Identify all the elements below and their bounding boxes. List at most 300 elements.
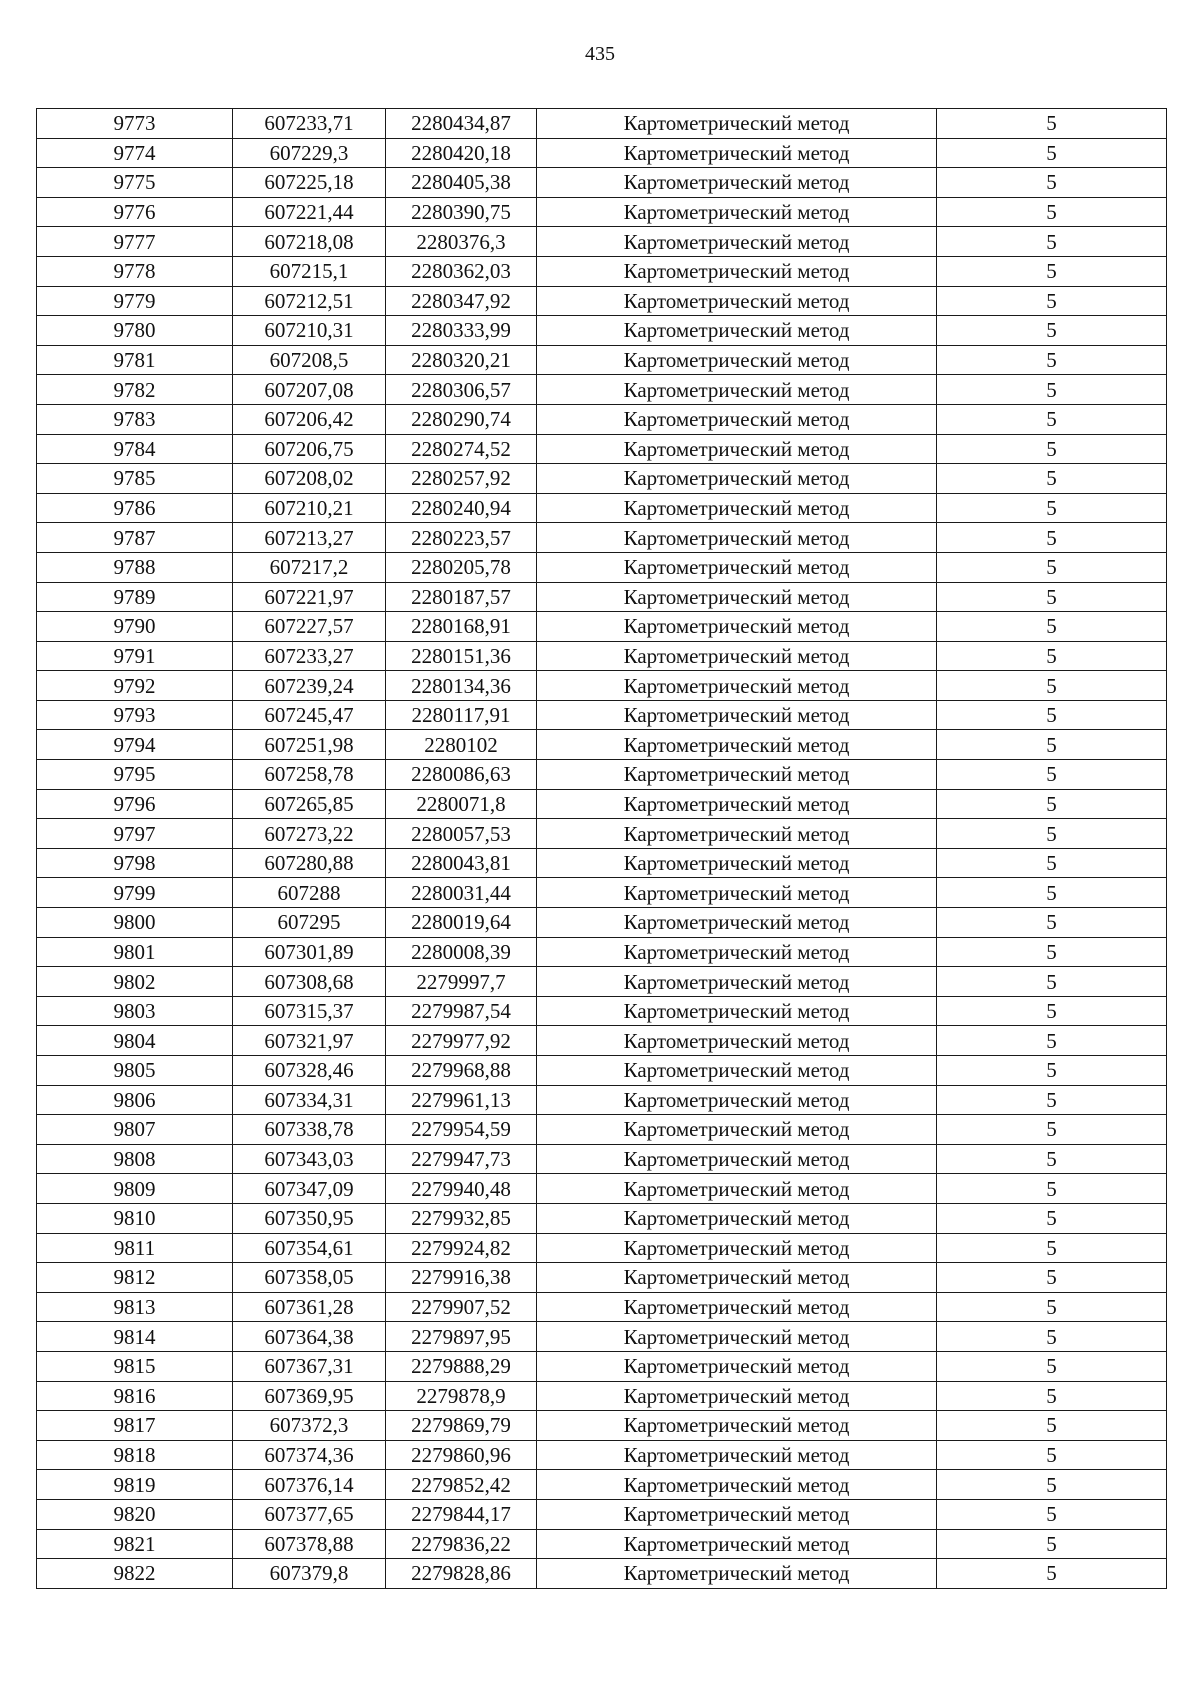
- method-cell: Картометрический метод: [537, 138, 937, 168]
- method-cell: Картометрический метод: [537, 671, 937, 701]
- y-coordinate-cell: 2280205,78: [386, 552, 537, 582]
- point-number-cell: 9803: [37, 996, 233, 1026]
- method-cell: Картометрический метод: [537, 1292, 937, 1322]
- table-row: [37, 1292, 1167, 1322]
- method-cell: Картометрический метод: [537, 1529, 937, 1559]
- table-row: [37, 109, 1167, 139]
- point-number-cell: 9811: [37, 1233, 233, 1263]
- coordinates-table: [36, 108, 1167, 1589]
- method-cell: Картометрический метод: [537, 1559, 937, 1589]
- x-coordinate-cell: 607208,5: [233, 345, 386, 375]
- method-cell: Картометрический метод: [537, 227, 937, 257]
- x-coordinate-cell: 607377,65: [233, 1499, 386, 1529]
- x-coordinate-cell: 607350,95: [233, 1203, 386, 1233]
- method-cell: Картометрический метод: [537, 612, 937, 642]
- x-coordinate-cell: 607295: [233, 908, 386, 938]
- method-cell: Картометрический метод: [537, 1026, 937, 1056]
- accuracy-cell: 5: [937, 464, 1167, 494]
- accuracy-cell: 5: [937, 612, 1167, 642]
- x-coordinate-cell: 607273,22: [233, 819, 386, 849]
- point-number-cell: 9788: [37, 552, 233, 582]
- accuracy-cell: 5: [937, 908, 1167, 938]
- table-row: [37, 1381, 1167, 1411]
- method-cell: Картометрический метод: [537, 789, 937, 819]
- table-row: [37, 819, 1167, 849]
- y-coordinate-cell: 2280434,87: [386, 109, 537, 139]
- x-coordinate-cell: 607208,02: [233, 464, 386, 494]
- x-coordinate-cell: 607212,51: [233, 286, 386, 316]
- y-coordinate-cell: 2279888,29: [386, 1351, 537, 1381]
- x-coordinate-cell: 607258,78: [233, 760, 386, 790]
- table-row: [37, 345, 1167, 375]
- method-cell: Картометрический метод: [537, 109, 937, 139]
- y-coordinate-cell: 2279860,96: [386, 1440, 537, 1470]
- accuracy-cell: 5: [937, 1322, 1167, 1352]
- x-coordinate-cell: 607210,21: [233, 493, 386, 523]
- point-number-cell: 9801: [37, 937, 233, 967]
- y-coordinate-cell: 2280008,39: [386, 937, 537, 967]
- method-cell: Картометрический метод: [537, 1263, 937, 1293]
- accuracy-cell: 5: [937, 760, 1167, 790]
- y-coordinate-cell: 2280390,75: [386, 197, 537, 227]
- y-coordinate-cell: 2280134,36: [386, 671, 537, 701]
- table-row: [37, 1559, 1167, 1589]
- accuracy-cell: 5: [937, 434, 1167, 464]
- point-number-cell: 9775: [37, 168, 233, 198]
- method-cell: Картометрический метод: [537, 937, 937, 967]
- table-row: [37, 316, 1167, 346]
- table-row: [37, 996, 1167, 1026]
- y-coordinate-cell: 2279968,88: [386, 1056, 537, 1086]
- accuracy-cell: 5: [937, 1440, 1167, 1470]
- point-number-cell: 9807: [37, 1115, 233, 1145]
- point-number-cell: 9814: [37, 1322, 233, 1352]
- point-number-cell: 9797: [37, 819, 233, 849]
- x-coordinate-cell: 607207,08: [233, 375, 386, 405]
- point-number-cell: 9800: [37, 908, 233, 938]
- x-coordinate-cell: 607213,27: [233, 523, 386, 553]
- table-row: [37, 612, 1167, 642]
- method-cell: Картометрический метод: [537, 1174, 937, 1204]
- table-row: [37, 1233, 1167, 1263]
- point-number-cell: 9806: [37, 1085, 233, 1115]
- table-row: [37, 1085, 1167, 1115]
- x-coordinate-cell: 607379,8: [233, 1559, 386, 1589]
- method-cell: Картометрический метод: [537, 375, 937, 405]
- accuracy-cell: 5: [937, 730, 1167, 760]
- y-coordinate-cell: 2279940,48: [386, 1174, 537, 1204]
- y-coordinate-cell: 2280057,53: [386, 819, 537, 849]
- method-cell: Картометрический метод: [537, 552, 937, 582]
- table-row: [37, 878, 1167, 908]
- accuracy-cell: 5: [937, 493, 1167, 523]
- accuracy-cell: 5: [937, 375, 1167, 405]
- x-coordinate-cell: 607347,09: [233, 1174, 386, 1204]
- point-number-cell: 9793: [37, 700, 233, 730]
- point-number-cell: 9812: [37, 1263, 233, 1293]
- y-coordinate-cell: 2279924,82: [386, 1233, 537, 1263]
- method-cell: Картометрический метод: [537, 464, 937, 494]
- x-coordinate-cell: 607245,47: [233, 700, 386, 730]
- y-coordinate-cell: 2280117,91: [386, 700, 537, 730]
- table-row: [37, 464, 1167, 494]
- table-row: [37, 1411, 1167, 1441]
- table-row: [37, 967, 1167, 997]
- point-number-cell: 9781: [37, 345, 233, 375]
- x-coordinate-cell: 607221,97: [233, 582, 386, 612]
- accuracy-cell: 5: [937, 996, 1167, 1026]
- y-coordinate-cell: 2280320,21: [386, 345, 537, 375]
- table-row: [37, 641, 1167, 671]
- table-row: [37, 138, 1167, 168]
- y-coordinate-cell: 2279828,86: [386, 1559, 537, 1589]
- x-coordinate-cell: 607210,31: [233, 316, 386, 346]
- accuracy-cell: 5: [937, 789, 1167, 819]
- x-coordinate-cell: 607334,31: [233, 1085, 386, 1115]
- point-number-cell: 9776: [37, 197, 233, 227]
- x-coordinate-cell: 607361,28: [233, 1292, 386, 1322]
- accuracy-cell: 5: [937, 1233, 1167, 1263]
- y-coordinate-cell: 2279977,92: [386, 1026, 537, 1056]
- method-cell: Картометрический метод: [537, 1322, 937, 1352]
- y-coordinate-cell: 2279997,7: [386, 967, 537, 997]
- accuracy-cell: 5: [937, 1174, 1167, 1204]
- method-cell: Картометрический метод: [537, 1115, 937, 1145]
- table-row: [37, 700, 1167, 730]
- y-coordinate-cell: 2280306,57: [386, 375, 537, 405]
- point-number-cell: 9789: [37, 582, 233, 612]
- point-number-cell: 9794: [37, 730, 233, 760]
- accuracy-cell: 5: [937, 819, 1167, 849]
- accuracy-cell: 5: [937, 1203, 1167, 1233]
- x-coordinate-cell: 607229,3: [233, 138, 386, 168]
- accuracy-cell: 5: [937, 967, 1167, 997]
- method-cell: Картометрический метод: [537, 967, 937, 997]
- x-coordinate-cell: 607308,68: [233, 967, 386, 997]
- point-number-cell: 9774: [37, 138, 233, 168]
- method-cell: Картометрический метод: [537, 1440, 937, 1470]
- x-coordinate-cell: 607206,75: [233, 434, 386, 464]
- x-coordinate-cell: 607328,46: [233, 1056, 386, 1086]
- x-coordinate-cell: 607251,98: [233, 730, 386, 760]
- point-number-cell: 9818: [37, 1440, 233, 1470]
- y-coordinate-cell: 2279987,54: [386, 996, 537, 1026]
- table-row: [37, 937, 1167, 967]
- y-coordinate-cell: 2280274,52: [386, 434, 537, 464]
- page-number: 435: [585, 43, 615, 65]
- y-coordinate-cell: 2280102: [386, 730, 537, 760]
- y-coordinate-cell: 2280187,57: [386, 582, 537, 612]
- accuracy-cell: 5: [937, 1411, 1167, 1441]
- table-row: [37, 1144, 1167, 1174]
- point-number-cell: 9792: [37, 671, 233, 701]
- point-number-cell: 9778: [37, 256, 233, 286]
- x-coordinate-cell: 607218,08: [233, 227, 386, 257]
- x-coordinate-cell: 607265,85: [233, 789, 386, 819]
- point-number-cell: 9783: [37, 404, 233, 434]
- x-coordinate-cell: 607369,95: [233, 1381, 386, 1411]
- table-row: [37, 760, 1167, 790]
- method-cell: Картометрический метод: [537, 908, 937, 938]
- y-coordinate-cell: 2279947,73: [386, 1144, 537, 1174]
- table-row: [37, 1529, 1167, 1559]
- accuracy-cell: 5: [937, 1351, 1167, 1381]
- accuracy-cell: 5: [937, 671, 1167, 701]
- table-row: [37, 1470, 1167, 1500]
- method-cell: Картометрический метод: [537, 1470, 937, 1500]
- method-cell: Картометрический метод: [537, 316, 937, 346]
- accuracy-cell: 5: [937, 1529, 1167, 1559]
- x-coordinate-cell: 607227,57: [233, 612, 386, 642]
- method-cell: Картометрический метод: [537, 730, 937, 760]
- accuracy-cell: 5: [937, 878, 1167, 908]
- x-coordinate-cell: 607215,1: [233, 256, 386, 286]
- method-cell: Картометрический метод: [537, 345, 937, 375]
- table-row: [37, 404, 1167, 434]
- method-cell: Картометрический метод: [537, 404, 937, 434]
- method-cell: Картометрический метод: [537, 1381, 937, 1411]
- method-cell: Картометрический метод: [537, 582, 937, 612]
- method-cell: Картометрический метод: [537, 700, 937, 730]
- x-coordinate-cell: 607233,71: [233, 109, 386, 139]
- table-row: [37, 1203, 1167, 1233]
- point-number-cell: 9795: [37, 760, 233, 790]
- x-coordinate-cell: 607364,38: [233, 1322, 386, 1352]
- method-cell: Картометрический метод: [537, 256, 937, 286]
- table-row: [37, 1263, 1167, 1293]
- point-number-cell: 9777: [37, 227, 233, 257]
- accuracy-cell: 5: [937, 1470, 1167, 1500]
- point-number-cell: 9810: [37, 1203, 233, 1233]
- x-coordinate-cell: 607315,37: [233, 996, 386, 1026]
- x-coordinate-cell: 607288: [233, 878, 386, 908]
- x-coordinate-cell: 607233,27: [233, 641, 386, 671]
- accuracy-cell: 5: [937, 1263, 1167, 1293]
- y-coordinate-cell: 2279907,52: [386, 1292, 537, 1322]
- accuracy-cell: 5: [937, 937, 1167, 967]
- method-cell: Картометрический метод: [537, 1351, 937, 1381]
- x-coordinate-cell: 607372,3: [233, 1411, 386, 1441]
- table-row: [37, 197, 1167, 227]
- method-cell: Картометрический метод: [537, 434, 937, 464]
- point-number-cell: 9798: [37, 848, 233, 878]
- x-coordinate-cell: 607221,44: [233, 197, 386, 227]
- accuracy-cell: 5: [937, 256, 1167, 286]
- accuracy-cell: 5: [937, 552, 1167, 582]
- y-coordinate-cell: 2279932,85: [386, 1203, 537, 1233]
- table-row: [37, 1026, 1167, 1056]
- accuracy-cell: 5: [937, 700, 1167, 730]
- y-coordinate-cell: 2280168,91: [386, 612, 537, 642]
- method-cell: Картометрический метод: [537, 878, 937, 908]
- x-coordinate-cell: 607376,14: [233, 1470, 386, 1500]
- point-number-cell: 9815: [37, 1351, 233, 1381]
- accuracy-cell: 5: [937, 523, 1167, 553]
- point-number-cell: 9782: [37, 375, 233, 405]
- accuracy-cell: 5: [937, 1381, 1167, 1411]
- table-row: [37, 908, 1167, 938]
- accuracy-cell: 5: [937, 109, 1167, 139]
- accuracy-cell: 5: [937, 1115, 1167, 1145]
- table-row: [37, 1499, 1167, 1529]
- table-row: [37, 434, 1167, 464]
- y-coordinate-cell: 2279836,22: [386, 1529, 537, 1559]
- y-coordinate-cell: 2280362,03: [386, 256, 537, 286]
- table-row: [37, 227, 1167, 257]
- accuracy-cell: 5: [937, 1144, 1167, 1174]
- y-coordinate-cell: 2280420,18: [386, 138, 537, 168]
- method-cell: Картометрический метод: [537, 197, 937, 227]
- point-number-cell: 9809: [37, 1174, 233, 1204]
- point-number-cell: 9786: [37, 493, 233, 523]
- point-number-cell: 9784: [37, 434, 233, 464]
- x-coordinate-cell: 607358,05: [233, 1263, 386, 1293]
- accuracy-cell: 5: [937, 1026, 1167, 1056]
- accuracy-cell: 5: [937, 582, 1167, 612]
- x-coordinate-cell: 607354,61: [233, 1233, 386, 1263]
- accuracy-cell: 5: [937, 345, 1167, 375]
- table-row: [37, 256, 1167, 286]
- point-number-cell: 9813: [37, 1292, 233, 1322]
- y-coordinate-cell: 2279961,13: [386, 1085, 537, 1115]
- method-cell: Картометрический метод: [537, 1085, 937, 1115]
- point-number-cell: 9816: [37, 1381, 233, 1411]
- method-cell: Картометрический метод: [537, 1411, 937, 1441]
- y-coordinate-cell: 2279852,42: [386, 1470, 537, 1500]
- point-number-cell: 9817: [37, 1411, 233, 1441]
- point-number-cell: 9780: [37, 316, 233, 346]
- accuracy-cell: 5: [937, 286, 1167, 316]
- y-coordinate-cell: 2279878,9: [386, 1381, 537, 1411]
- x-coordinate-cell: 607206,42: [233, 404, 386, 434]
- point-number-cell: 9821: [37, 1529, 233, 1559]
- method-cell: Картометрический метод: [537, 1203, 937, 1233]
- point-number-cell: 9773: [37, 109, 233, 139]
- accuracy-cell: 5: [937, 404, 1167, 434]
- y-coordinate-cell: 2280019,64: [386, 908, 537, 938]
- point-number-cell: 9799: [37, 878, 233, 908]
- point-number-cell: 9822: [37, 1559, 233, 1589]
- x-coordinate-cell: 607367,31: [233, 1351, 386, 1381]
- accuracy-cell: 5: [937, 1499, 1167, 1529]
- accuracy-cell: 5: [937, 641, 1167, 671]
- y-coordinate-cell: 2280347,92: [386, 286, 537, 316]
- point-number-cell: 9796: [37, 789, 233, 819]
- table-row: [37, 671, 1167, 701]
- accuracy-cell: 5: [937, 1056, 1167, 1086]
- y-coordinate-cell: 2280223,57: [386, 523, 537, 553]
- table-row: [37, 1440, 1167, 1470]
- table-row: [37, 1115, 1167, 1145]
- table-row: [37, 730, 1167, 760]
- x-coordinate-cell: 607378,88: [233, 1529, 386, 1559]
- table-row: [37, 523, 1167, 553]
- point-number-cell: 9805: [37, 1056, 233, 1086]
- x-coordinate-cell: 607217,2: [233, 552, 386, 582]
- y-coordinate-cell: 2280290,74: [386, 404, 537, 434]
- y-coordinate-cell: 2280405,38: [386, 168, 537, 198]
- method-cell: Картометрический метод: [537, 1144, 937, 1174]
- x-coordinate-cell: 607280,88: [233, 848, 386, 878]
- method-cell: Картометрический метод: [537, 641, 937, 671]
- y-coordinate-cell: 2280333,99: [386, 316, 537, 346]
- y-coordinate-cell: 2280151,36: [386, 641, 537, 671]
- y-coordinate-cell: 2280031,44: [386, 878, 537, 908]
- y-coordinate-cell: 2280240,94: [386, 493, 537, 523]
- x-coordinate-cell: 607343,03: [233, 1144, 386, 1174]
- method-cell: Картометрический метод: [537, 1056, 937, 1086]
- y-coordinate-cell: 2280043,81: [386, 848, 537, 878]
- y-coordinate-cell: 2279897,95: [386, 1322, 537, 1352]
- accuracy-cell: 5: [937, 848, 1167, 878]
- y-coordinate-cell: 2280257,92: [386, 464, 537, 494]
- point-number-cell: 9785: [37, 464, 233, 494]
- method-cell: Картометрический метод: [537, 1233, 937, 1263]
- table-row: [37, 1322, 1167, 1352]
- method-cell: Картометрический метод: [537, 760, 937, 790]
- x-coordinate-cell: 607321,97: [233, 1026, 386, 1056]
- x-coordinate-cell: 607374,36: [233, 1440, 386, 1470]
- point-number-cell: 9804: [37, 1026, 233, 1056]
- point-number-cell: 9779: [37, 286, 233, 316]
- accuracy-cell: 5: [937, 138, 1167, 168]
- accuracy-cell: 5: [937, 1292, 1167, 1322]
- y-coordinate-cell: 2279869,79: [386, 1411, 537, 1441]
- table-body: [37, 109, 1167, 1589]
- table-row: [37, 1351, 1167, 1381]
- y-coordinate-cell: 2280086,63: [386, 760, 537, 790]
- point-number-cell: 9787: [37, 523, 233, 553]
- accuracy-cell: 5: [937, 1559, 1167, 1589]
- method-cell: Картометрический метод: [537, 996, 937, 1026]
- x-coordinate-cell: 607301,89: [233, 937, 386, 967]
- point-number-cell: 9808: [37, 1144, 233, 1174]
- y-coordinate-cell: 2280071,8: [386, 789, 537, 819]
- method-cell: Картометрический метод: [537, 523, 937, 553]
- point-number-cell: 9820: [37, 1499, 233, 1529]
- accuracy-cell: 5: [937, 197, 1167, 227]
- method-cell: Картометрический метод: [537, 819, 937, 849]
- table-row: [37, 1174, 1167, 1204]
- x-coordinate-cell: 607225,18: [233, 168, 386, 198]
- y-coordinate-cell: 2279954,59: [386, 1115, 537, 1145]
- accuracy-cell: 5: [937, 316, 1167, 346]
- point-number-cell: 9802: [37, 967, 233, 997]
- point-number-cell: 9791: [37, 641, 233, 671]
- method-cell: Картометрический метод: [537, 286, 937, 316]
- accuracy-cell: 5: [937, 1085, 1167, 1115]
- method-cell: Картометрический метод: [537, 848, 937, 878]
- accuracy-cell: 5: [937, 168, 1167, 198]
- method-cell: Картометрический метод: [537, 168, 937, 198]
- table-row: [37, 168, 1167, 198]
- table-row: [37, 493, 1167, 523]
- x-coordinate-cell: 607239,24: [233, 671, 386, 701]
- table-row: [37, 375, 1167, 405]
- table-row: [37, 286, 1167, 316]
- table-row: [37, 582, 1167, 612]
- point-number-cell: 9790: [37, 612, 233, 642]
- point-number-cell: 9819: [37, 1470, 233, 1500]
- x-coordinate-cell: 607338,78: [233, 1115, 386, 1145]
- y-coordinate-cell: 2279916,38: [386, 1263, 537, 1293]
- table-row: [37, 1056, 1167, 1086]
- method-cell: Картометрический метод: [537, 493, 937, 523]
- table-row: [37, 789, 1167, 819]
- y-coordinate-cell: 2279844,17: [386, 1499, 537, 1529]
- table-row: [37, 848, 1167, 878]
- accuracy-cell: 5: [937, 227, 1167, 257]
